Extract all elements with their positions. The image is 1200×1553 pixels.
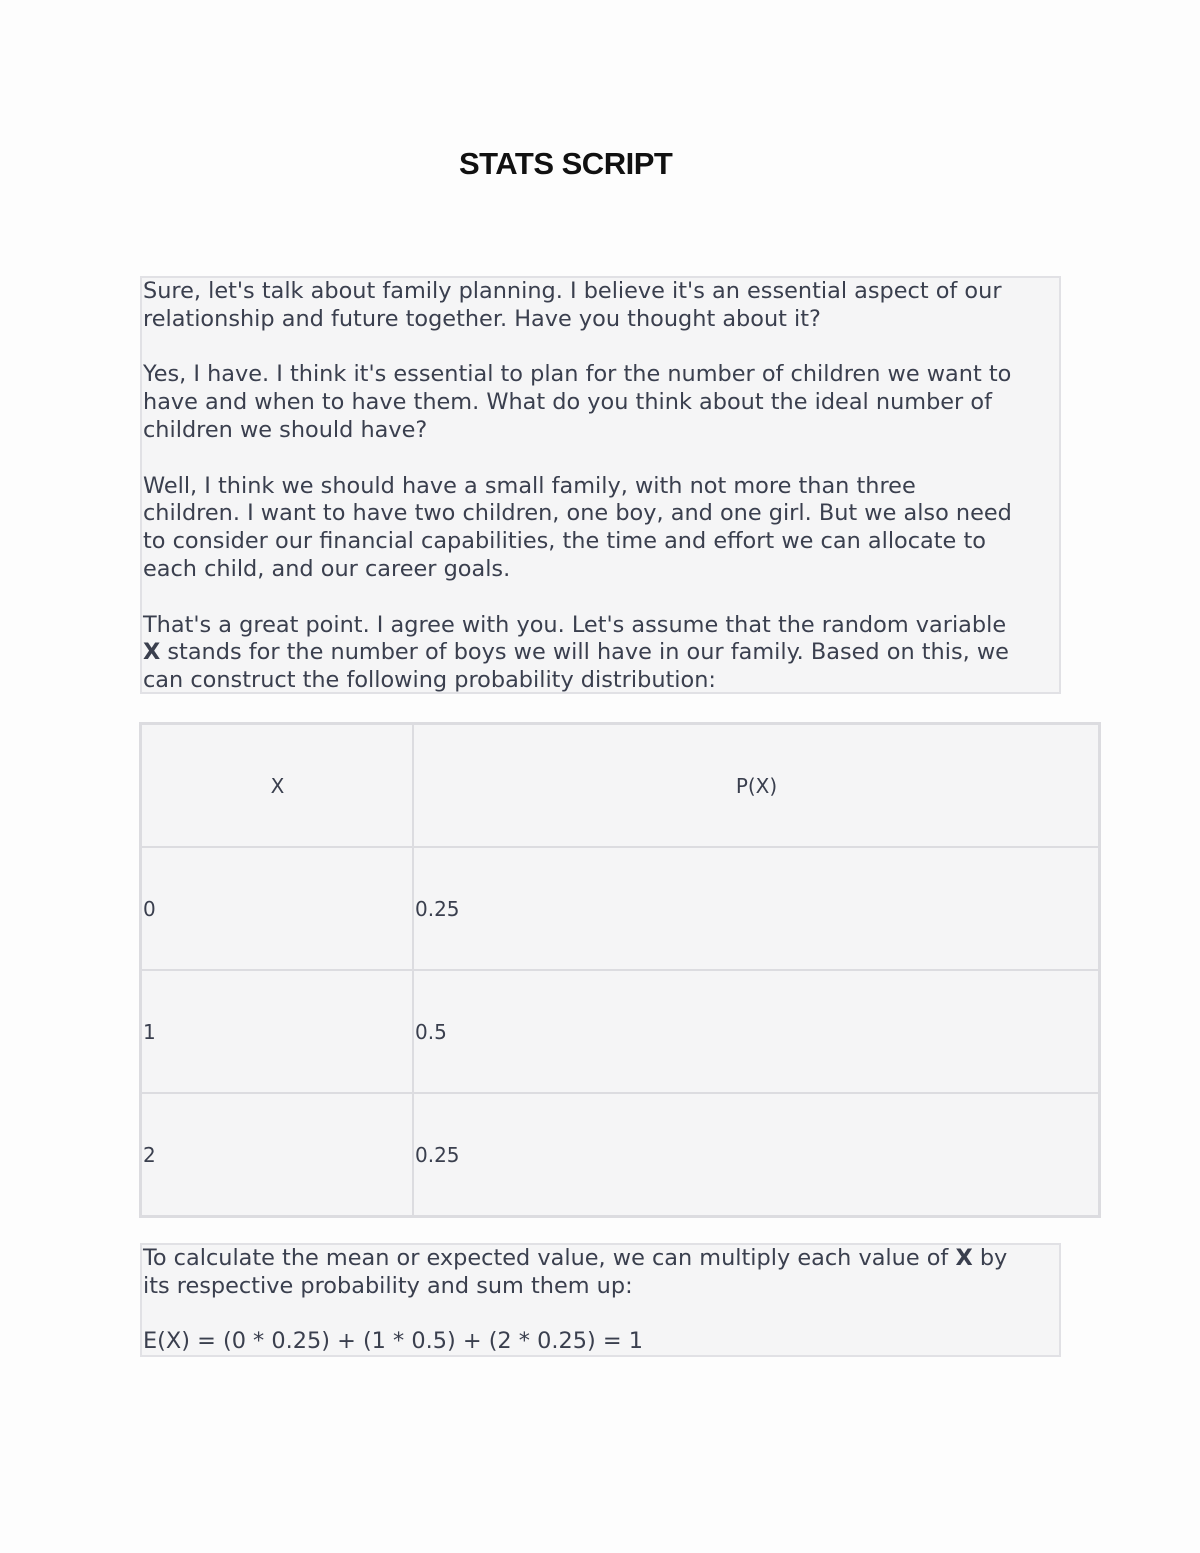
paragraph-4-line-2: stands for the number of boys we will have in our family. Based on this, we [160, 639, 1009, 666]
mean-line-2: its respective probability and sum them up: [143, 1272, 633, 1299]
paragraph-3-line-3: to consider our financial capabilities, the time and effort we can allocate to [143, 528, 986, 555]
paragraph-3 [143, 473, 1059, 584]
paragraph-2-line-2: have and when to have them. What do you think about the ideal number of [143, 389, 992, 416]
paragraph-3-line-4: each child, and our career goals. [143, 555, 511, 582]
cell-px: 0.25 [413, 847, 1100, 970]
mean-calculation-box [140, 1243, 1061, 1357]
paragraph-3-line-1: Well, I think we should have a small family, with not more than three [143, 472, 916, 499]
header-px: P(X) [413, 724, 1100, 848]
dialogue-text-box [140, 276, 1061, 694]
paragraph-2 [143, 361, 1059, 444]
paragraph-4-line-1: That's a great point. I agree with you. Let's assume that the random variable [143, 611, 1007, 638]
table-row [141, 1093, 1100, 1217]
probability-distribution-table [139, 722, 1101, 1218]
paragraph-4-line-3: can construct the following probability distribution: [143, 667, 716, 694]
variable-x-bold: X [143, 639, 161, 666]
variable-x-bold: X [955, 1245, 973, 1271]
mean-line-1-pre: To calculate the mean or expected value, we can multiply each value of [143, 1245, 956, 1271]
cell-px: 0.5 [413, 970, 1100, 1093]
paragraph-2-line-3: children we should have? [143, 416, 428, 443]
table-row [141, 847, 1100, 970]
header-x: X [141, 724, 414, 848]
paragraph-4 [143, 612, 1059, 695]
table-row [141, 970, 1100, 1093]
paragraph-1 [143, 278, 1059, 334]
paragraph-3-line-2: children. I want to have two children, one boy, and one girl. But we also need [143, 500, 1012, 527]
cell-x: 1 [141, 970, 414, 1093]
expected-value-formula: E(X) = (0 * 0.25) + (1 * 0.5) + (2 * 0.25) = 1 [143, 1328, 643, 1355]
paragraph-2-line-1: Yes, I have. I think it's essential to plan for the number of children we want to [143, 361, 1012, 388]
cell-x: 2 [141, 1093, 414, 1217]
cell-px: 0.25 [413, 1093, 1100, 1217]
mean-explanation [143, 1245, 1059, 1301]
cell-x: 0 [141, 847, 414, 970]
paragraph-1-line-1: Sure, let's talk about family planning. I believe it's an essential aspect of our [143, 278, 1002, 304]
document-title: STATS SCRIPT [459, 146, 673, 181]
table-header-row [141, 724, 1100, 848]
paragraph-1-line-2: relationship and future together. Have you thought about it? [143, 305, 821, 332]
mean-line-1-post: by [972, 1245, 1008, 1271]
